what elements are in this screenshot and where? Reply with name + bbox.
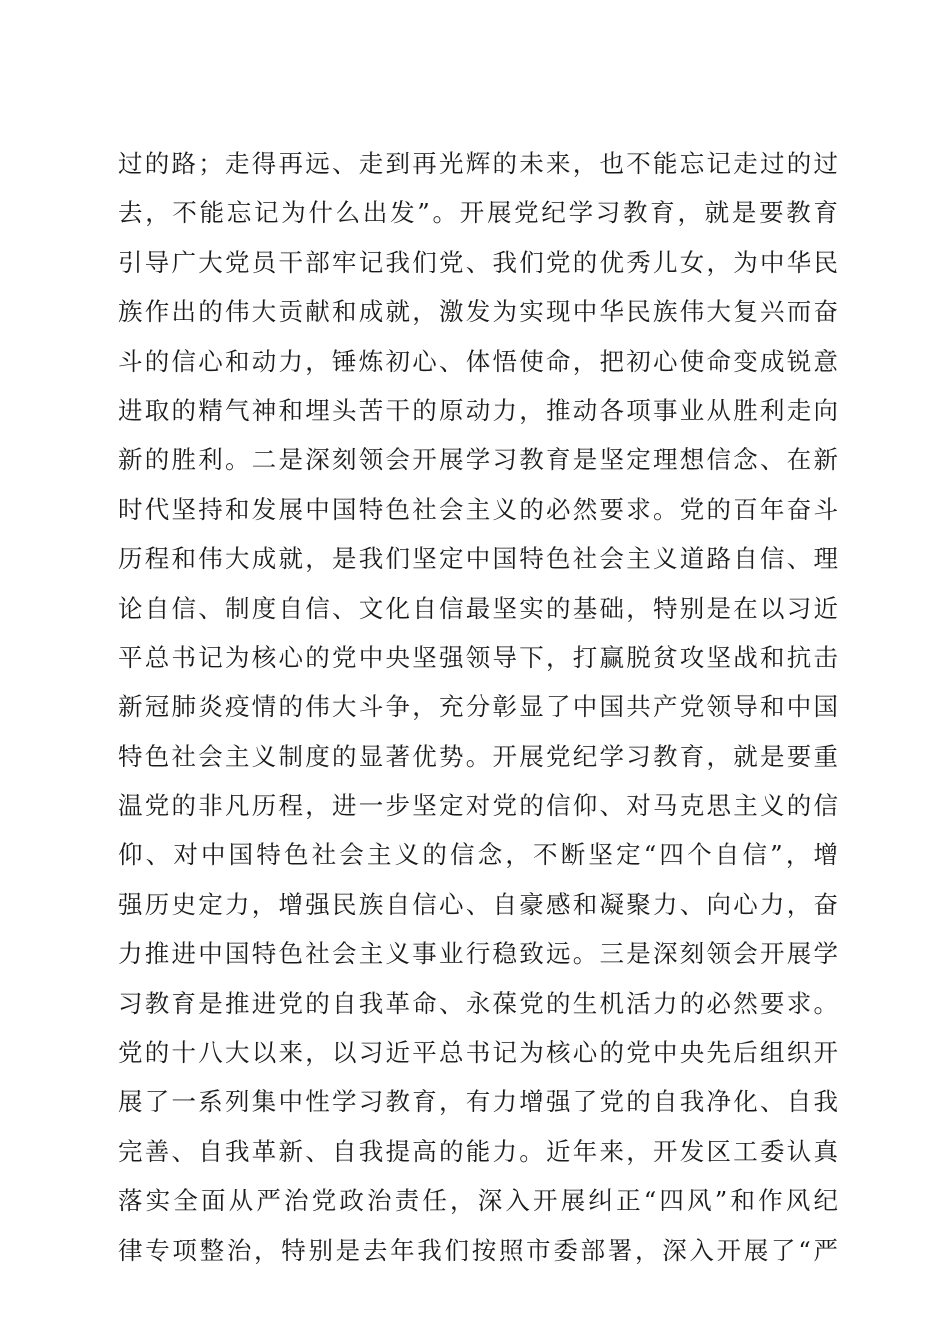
text-line: 族作出的伟大贡献和成就，激发为实现中华民族伟大复兴而奋 [118, 297, 838, 327]
text-line: 强历史定力，增强民族自信心、自豪感和凝聚力、向心力，奋 [118, 889, 838, 919]
text-line: 历程和伟大成就，是我们坚定中国特色社会主义道路自信、理 [118, 544, 838, 574]
body-text [118, 139, 838, 1275]
text-line: 斗的信心和动力，锤炼初心、体悟使命，把初心使命变成锐意 [118, 346, 838, 376]
text-line: 力推进中国特色社会主义事业行稳致远。三是深刻领会开展学 [118, 939, 838, 969]
text-line: 党的十八大以来，以习近平总书记为核心的党中央先后组织开 [118, 1038, 838, 1068]
text-line: 过的路；走得再远、走到再光辉的未来，也不能忘记走过的过 [118, 149, 838, 178]
text-line: 去，不能忘记为什么出发”。开展党纪学习教育，就是要教育 [118, 198, 838, 228]
text-line: 温党的非凡历程，进一步坚定对党的信仰、对马克思主义的信 [118, 791, 838, 821]
text-line: 特色社会主义制度的显著优势。开展党纪学习教育，就是要重 [118, 741, 838, 771]
text-line: 仰、对中国特色社会主义的信念，不断坚定“四个自信”，增 [118, 840, 838, 870]
text-line: 完善、自我革新、自我提高的能力。近年来，开发区工委认真 [118, 1136, 838, 1166]
text-line: 展了一系列集中性学习教育，有力增强了党的自我净化、自我 [118, 1087, 838, 1117]
text-line: 时代坚持和发展中国特色社会主义的必然要求。党的百年奋斗 [118, 494, 838, 524]
text-line: 论自信、制度自信、文化自信最坚实的基础，特别是在以习近 [118, 593, 838, 623]
text-line: 平总书记为核心的党中央坚强领导下，打赢脱贫攻坚战和抗击 [118, 642, 838, 672]
text-line: 律专项整治，特别是去年我们按照市委部署，深入开展了“严 [118, 1235, 838, 1265]
text-line: 习教育是推进党的自我革命、永葆党的生机活力的必然要求。 [118, 988, 838, 1018]
text-line: 新冠肺炎疫情的伟大斗争，充分彰显了中国共产党领导和中国 [118, 692, 838, 722]
text-line: 落实全面从严治党政治责任，深入开展纠正“四风”和作风纪 [118, 1186, 838, 1216]
text-line: 进取的精气神和埋头苦干的原动力，推动各项事业从胜利走向 [118, 395, 838, 425]
text-line: 引导广大党员干部牢记我们党、我们党的优秀儿女，为中华民 [118, 247, 838, 277]
text-line: 新的胜利。二是深刻领会开展学习教育是坚定理想信念、在新 [118, 445, 838, 475]
